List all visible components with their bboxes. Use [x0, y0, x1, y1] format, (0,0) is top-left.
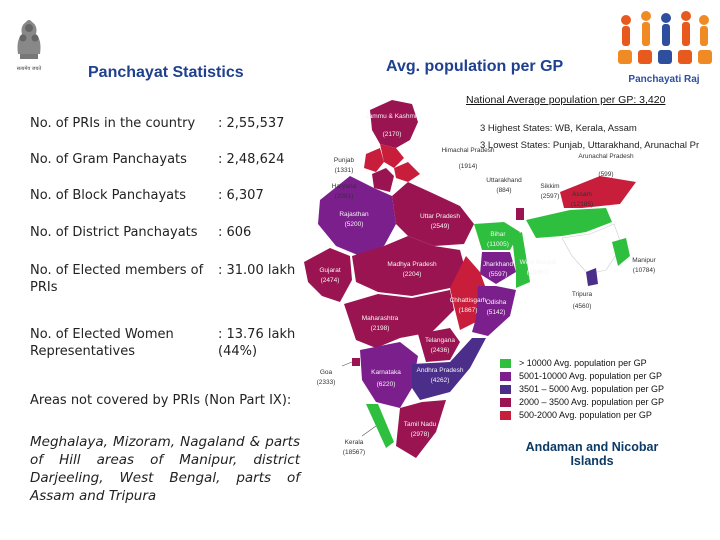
label-chhattisgarh: Chhattisgarh: [449, 297, 487, 304]
label-jharkhand: Jharkhand: [482, 261, 514, 268]
svg-text:(2061): [335, 193, 354, 200]
label-andhra: Andhra Pradesh: [416, 367, 464, 374]
svg-text:Madhya Pradesh: [387, 261, 437, 268]
label-assam: Assam: [572, 191, 592, 198]
value-assam: (12185): [570, 201, 594, 208]
svg-text:(1914): [459, 163, 478, 170]
label-telangana: Telangana: [425, 337, 455, 344]
stat-label-pris: No. of PRIs in the country: [30, 116, 196, 131]
svg-text:Telangana: [425, 337, 455, 344]
state-telangana: [418, 328, 460, 362]
svg-text:Bihar: [490, 231, 506, 238]
value-rajasthan: (5200): [344, 221, 364, 228]
stat-value-elected-women: : 13.76 lakh (44%): [218, 327, 296, 359]
label-tripura: Tripura: [571, 291, 593, 298]
value-sikkim: (2597): [540, 193, 560, 200]
svg-text:(12185): [571, 201, 593, 208]
panchayati-raj-logo: [612, 6, 716, 92]
stat-value-pris: : 2,55,537: [218, 116, 285, 131]
svg-text:(1331): [335, 167, 354, 174]
legend-label: 500-2000 Avg. population per GP: [519, 410, 652, 420]
svg-text:(6220): [377, 381, 396, 388]
legend-label: 2000 – 3500 Avg. population per GP: [519, 397, 664, 407]
legend-label: 3501 – 5000 Avg. population per GP: [519, 384, 664, 394]
label-jk: Jammu & Kashmir: [365, 113, 419, 120]
label-odisha: Odisha: [485, 299, 507, 306]
legend-swatch: [500, 398, 511, 407]
svg-text:(2436): [431, 347, 450, 354]
svg-text:Goa: [320, 369, 333, 376]
stat-value-district-panchayats: : 606: [218, 225, 252, 240]
value-maharashtra: (2198): [370, 325, 390, 332]
label-rajasthan: Rajasthan: [339, 211, 369, 218]
svg-text:Jharkhand: [483, 261, 514, 268]
stat-label-elected-members: No. of Elected members of PRIs: [30, 263, 204, 295]
svg-text:(2597): [541, 193, 560, 200]
label-west-bengal: West Bengal: [519, 259, 557, 266]
svg-text:(884): [496, 187, 511, 194]
state-manipur: [612, 238, 630, 266]
svg-text:Kerala: [345, 439, 364, 446]
state-himachal: [380, 144, 404, 168]
legend-item: [500, 397, 664, 407]
legend-label: 5001-10000 Avg. population per GP: [519, 371, 662, 381]
svg-text:(2198): [371, 325, 390, 332]
highest-states-note: 3 Highest States: WB, Kerala, Assam: [480, 123, 637, 134]
svg-text:(2978): [411, 431, 430, 438]
legend-label: > 10000 Avg. population per GP: [519, 358, 647, 368]
svg-text:Manipur: [632, 257, 656, 264]
map-legend: [500, 358, 664, 420]
legend-swatch: [500, 411, 511, 420]
svg-text:Chhattisgarh: [450, 297, 487, 304]
svg-text:Arunachal Pradesh: [578, 153, 634, 160]
svg-text:Tamil Nadu: [404, 421, 437, 428]
svg-text:Uttarakhand: [486, 177, 522, 184]
label-maharashtra: Maharashtra: [361, 315, 399, 322]
value-uttarakhand: (884): [496, 187, 512, 194]
svg-text:Himachal Pradesh: [441, 147, 494, 154]
label-haryana: Haryana: [331, 183, 357, 190]
lowest-states-note: 3 Lowest States: Punjab, Uttarakhand, Arunachal Pr: [480, 140, 700, 151]
label-manipur: Manipur: [632, 257, 656, 264]
svg-text:Uttar Pradesh: [420, 213, 460, 220]
state-sikkim: [516, 208, 524, 220]
label-up: Uttar Pradesh: [419, 213, 461, 220]
svg-text:(1867): [459, 307, 478, 314]
stat-value-gram-panchayats: : 2,48,624: [218, 152, 285, 167]
legend-item: [500, 358, 664, 368]
stat-label-gram-panchayats: No. of Gram Panchayats: [30, 152, 187, 167]
value-jk: (2170): [382, 131, 402, 138]
legend-item: [500, 371, 664, 381]
svg-text:Haryana: [332, 183, 357, 190]
label-tamil-nadu: Tamil Nadu: [403, 421, 437, 428]
state-kerala: [366, 404, 394, 448]
emblem-caption: सत्यमेव जयते: [16, 66, 42, 72]
legend-swatch: [500, 372, 511, 381]
label-gujarat: Gujarat: [319, 267, 341, 274]
value-jharkhand: (5597): [488, 271, 508, 278]
svg-text:Andhra Pradesh: [417, 367, 464, 374]
value-telangana: (2436): [430, 347, 450, 354]
label-sikkim: Sikkim: [540, 183, 560, 190]
label-goa: Goa: [319, 369, 333, 376]
svg-text:Gujarat: [319, 267, 341, 274]
value-odisha: (5142): [486, 309, 506, 316]
stat-label-block-panchayats: No. of Block Panchayats: [30, 188, 187, 203]
svg-text:(18667): [527, 269, 549, 276]
svg-text:(11005): [487, 241, 509, 248]
legend-swatch: [500, 359, 511, 368]
value-arunachal: (599): [598, 171, 614, 178]
value-tamil-nadu: (2978): [410, 431, 430, 438]
stat-value-block-panchayats: : 6,307: [218, 188, 264, 203]
svg-text:(2204): [403, 271, 422, 278]
stat-label-elected-women: No. of Elected Women Representatives: [30, 327, 174, 359]
svg-text:(2474): [321, 277, 340, 284]
svg-text:Karnataka: [371, 369, 401, 376]
label-punjab: Punjab: [333, 157, 355, 164]
value-west-bengal: (18667): [526, 269, 550, 276]
state-jharkhand: [480, 252, 516, 284]
svg-text:Tripura: [572, 291, 593, 298]
avg-population-title: Avg. population per GP: [386, 58, 564, 75]
label-arunachal: Arunachal Pradesh: [578, 153, 634, 160]
svg-text:Rajasthan: [339, 211, 369, 218]
svg-text:(18567): [343, 449, 365, 456]
svg-text:(4560): [573, 303, 592, 310]
svg-text:(5597): [489, 271, 508, 278]
svg-text:(2170): [383, 131, 402, 138]
value-hp: (1914): [458, 163, 478, 170]
value-goa: (2333): [316, 379, 336, 386]
state-punjab: [364, 148, 384, 172]
value-manipur: (10784): [632, 267, 656, 274]
svg-text:Assam: [572, 191, 592, 198]
value-haryana: (2061): [334, 193, 354, 200]
areas-not-covered-heading: Areas not covered by PRIs (Non Part IX):: [30, 393, 292, 408]
svg-text:Jammu & Kashmir: [365, 113, 419, 120]
state-jammu-kashmir: [370, 100, 418, 148]
panchayat-statistics-title: Panchayat Statistics: [88, 64, 244, 81]
svg-text:(5142): [487, 309, 506, 316]
legend-item: [500, 384, 664, 394]
svg-text:(2333): [317, 379, 336, 386]
label-uttarakhand: Uttarakhand: [486, 177, 522, 184]
national-emblem: [6, 14, 52, 76]
value-kerala: (18567): [342, 449, 366, 456]
stat-label-district-panchayats: No. of District Panchayats: [30, 225, 198, 240]
national-average: National Average population per GP: 3,420: [466, 94, 666, 106]
svg-text:(2549): [431, 223, 450, 230]
stat-value-elected-members: : 31.00 lakh: [218, 263, 296, 278]
state-uttarakhand: [394, 162, 420, 182]
value-gujarat: (2474): [320, 277, 340, 284]
svg-text:West Bengal: [520, 259, 557, 266]
label-kerala: Kerala: [344, 439, 364, 446]
svg-text:Sikkim: [540, 183, 559, 190]
label-karnataka: Karnataka: [371, 369, 401, 376]
value-andhra: (4262): [430, 377, 450, 384]
svg-text:Punjab: [334, 157, 355, 164]
svg-text:(10784): [633, 267, 655, 274]
value-punjab: (1331): [334, 167, 354, 174]
state-tamil-nadu: [396, 400, 446, 458]
svg-text:Maharashtra: [362, 315, 399, 322]
svg-text:(599): [598, 171, 613, 178]
areas-not-covered-list: Meghalaya, Mizoram, Nagaland & parts of Hill areas of Manipur, district Darjeeling, West Bengal, parts of Assam and Tripura: [30, 434, 300, 504]
legend-swatch: [500, 385, 511, 394]
svg-text:Odisha: [486, 299, 507, 306]
svg-text:(4262): [431, 377, 450, 384]
value-mp: (2204): [402, 271, 422, 278]
label-hp: Himachal Pradesh: [441, 147, 495, 154]
value-bihar: (11005): [487, 241, 509, 248]
value-karnataka: (6220): [376, 381, 396, 388]
value-up: (2549): [430, 223, 450, 230]
logo-text: Panchayati Raj: [628, 74, 700, 85]
label-mp: Madhya Pradesh: [387, 261, 437, 268]
state-gujarat: [304, 248, 352, 302]
value-tripura: (4560): [572, 303, 592, 310]
legend-item: [500, 410, 664, 420]
svg-text:(5200): [345, 221, 364, 228]
value-chhattisgarh: (1867): [458, 307, 478, 314]
andaman-nicobar-label: Andaman and Nicobar Islands: [525, 440, 659, 468]
state-goa: [352, 358, 360, 366]
label-bihar: Bihar: [490, 231, 506, 238]
